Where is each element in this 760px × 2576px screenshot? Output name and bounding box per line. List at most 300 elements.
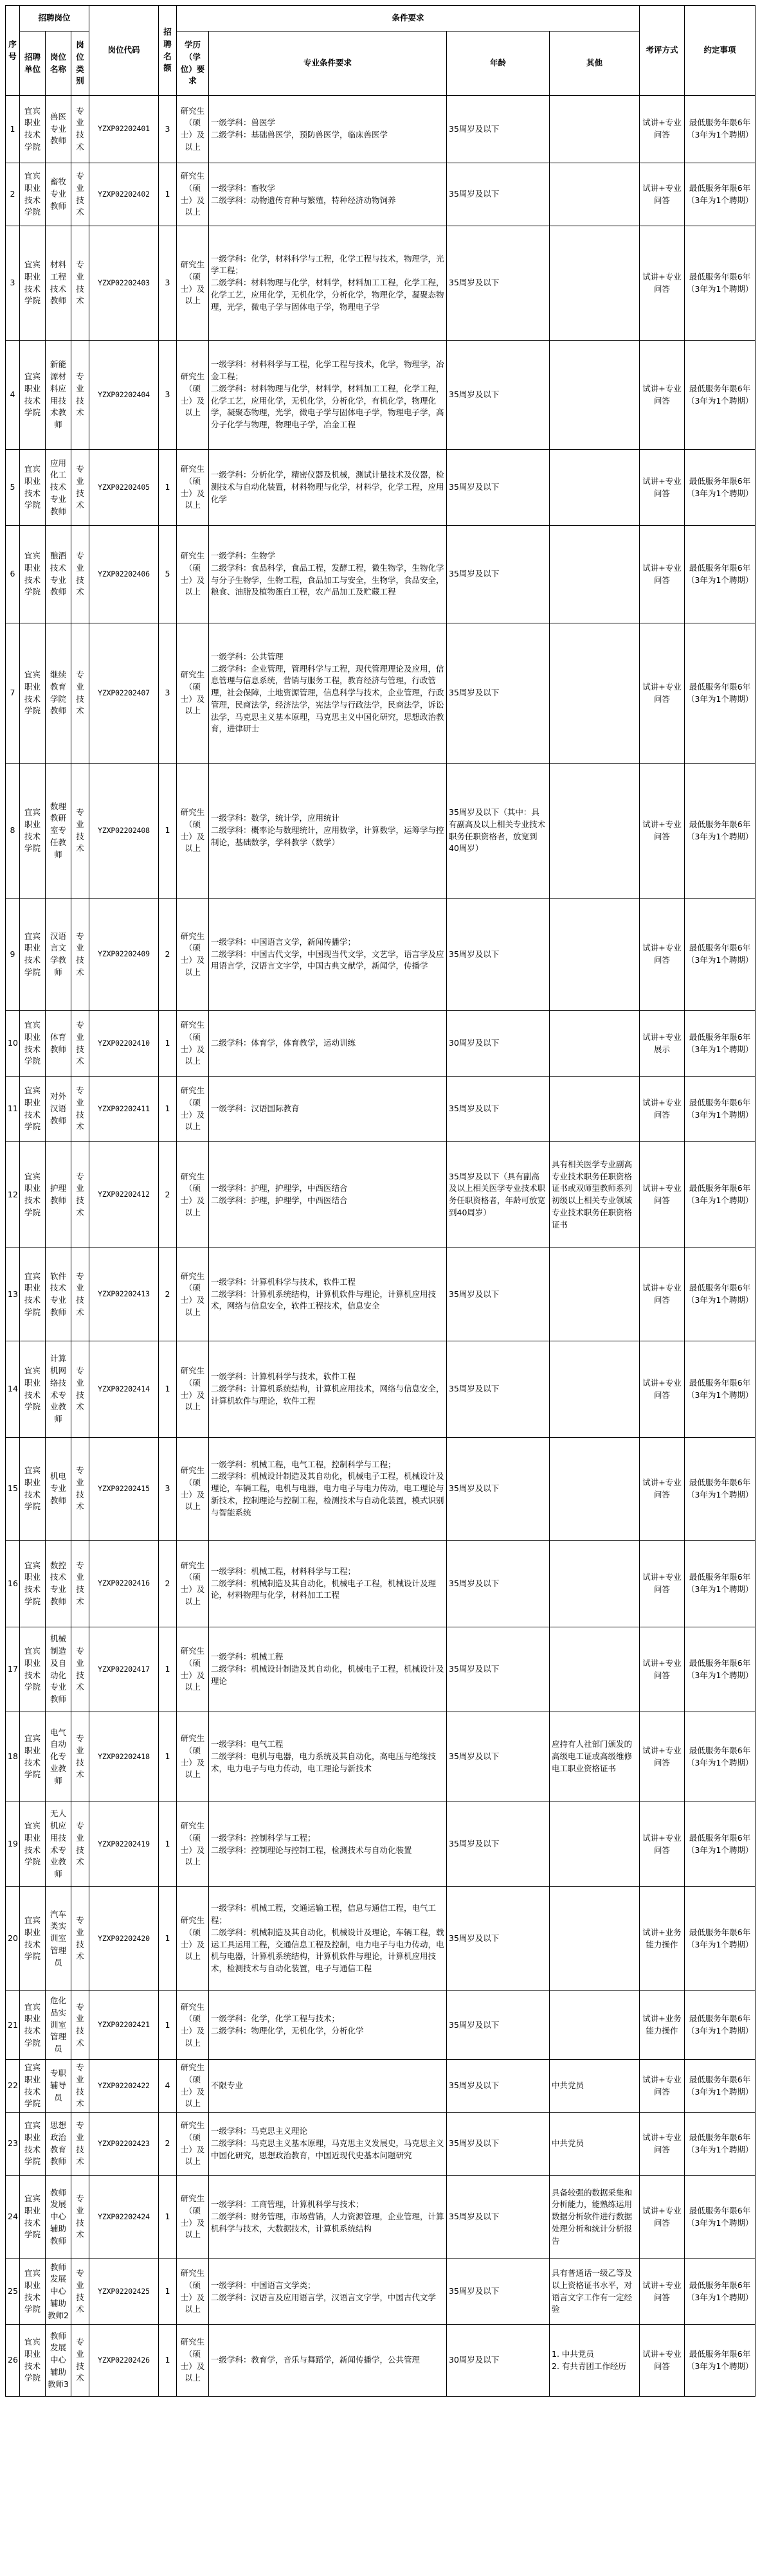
count-cell: 1	[159, 2176, 177, 2259]
agreement-cell: 最低服务年限6年（3年为1个聘期）	[685, 2060, 755, 2113]
post-name-cell: 无人机应用技术专业教师	[46, 1802, 71, 1887]
seq-cell: 18	[6, 1712, 20, 1802]
agreement-cell: 最低服务年限6年（3年为1个聘期）	[685, 899, 755, 1011]
education-cell: 研究生（硕士）及以上	[177, 1142, 209, 1248]
seq-cell: 7	[6, 623, 20, 764]
age-cell: 35周岁及以下	[447, 1712, 550, 1802]
major-cell: 一级学科：中国语言文学，新闻传播学； 二级学科：中国古代文学，中国现当代文学，文艺学，语言学及应用语言学，汉语言文字学，中国古典文献学，新闻学，传播学	[209, 899, 447, 1011]
table-row	[6, 163, 755, 226]
other-cell	[550, 1248, 640, 1341]
exam-cell: 试讲+专业问答	[640, 2259, 685, 2325]
agreement-cell: 最低服务年限6年（3年为1个聘期）	[685, 1802, 755, 1887]
age-cell: 35周岁及以下	[447, 2113, 550, 2176]
header-other: 其他	[550, 31, 640, 96]
education-cell: 研究生（硕士）及以上	[177, 2259, 209, 2325]
agreement-cell: 最低服务年限6年（3年为1个聘期）	[685, 226, 755, 341]
exam-cell: 试讲+专业问答	[640, 450, 685, 526]
seq-cell: 25	[6, 2259, 20, 2325]
agreement-cell: 最低服务年限6年（3年为1个聘期）	[685, 2113, 755, 2176]
employer-cell: 宜宾职业技术学院	[20, 1887, 46, 1991]
employer-cell: 宜宾职业技术学院	[20, 623, 46, 764]
count-cell: 1	[159, 1011, 177, 1077]
recruitment-table	[5, 5, 755, 2397]
exam-cell: 试讲+专业问答	[640, 1712, 685, 1802]
other-cell: 应持有人社部门颁发的高级电工证或高级维修电工职业资格证书	[550, 1712, 640, 1802]
seq-cell: 20	[6, 1887, 20, 1991]
employer-cell: 宜宾职业技术学院	[20, 2060, 46, 2113]
other-cell	[550, 1991, 640, 2060]
post-code-cell: YZXP02202417	[89, 1627, 159, 1712]
post-name-cell: 数控技术专业教师	[46, 1541, 71, 1627]
major-cell: 一级学科：畜牧学 二级学科：动物遗传育种与繁殖，特种经济动物饲养	[209, 163, 447, 226]
seq-cell: 21	[6, 1991, 20, 2060]
major-cell: 一级学科：生物学 二级学科：食品科学，食品工程，发酵工程，微生物学，生物化学与分子生物学，生物工程，食品加工与安全，生物学，食品安全，粮食、油脂及植物蛋白工程，农产品加工及贮藏工程	[209, 526, 447, 623]
major-cell: 一级学科：控制科学与工程； 二级学科：控制理论与控制工程，检测技术与自动化装置	[209, 1802, 447, 1887]
age-cell: 35周岁及以下	[447, 341, 550, 450]
table-row	[6, 1802, 755, 1887]
exam-cell: 试讲+专业问答	[640, 341, 685, 450]
post-name-cell: 应用化工技术专业教师	[46, 450, 71, 526]
seq-cell: 14	[6, 1341, 20, 1438]
employer-cell: 宜宾职业技术学院	[20, 1011, 46, 1077]
post-name-cell: 机电专业教师	[46, 1438, 71, 1541]
other-cell: 具有普通话一级乙等及以上资格证书水平，对语言文字工作有一定经验	[550, 2259, 640, 2325]
education-cell: 研究生（硕士）及以上	[177, 1627, 209, 1712]
seq-cell: 2	[6, 163, 20, 226]
post-name-cell: 思想政治教育教师	[46, 2113, 71, 2176]
age-cell: 35周岁及以下	[447, 1887, 550, 1991]
post-name-cell: 继续教育学院教师	[46, 623, 71, 764]
major-cell: 一级学科：护理，护理学，中西医结合 二级学科：护理，护理学，中西医结合	[209, 1142, 447, 1248]
post-name-cell: 畜牧专业教师	[46, 163, 71, 226]
post-type-cell: 专业技术	[71, 764, 89, 899]
exam-cell: 试讲+专业问答	[640, 623, 685, 764]
age-cell: 35周岁及以下	[447, 226, 550, 341]
exam-cell: 试讲+专业问答	[640, 2176, 685, 2259]
age-cell: 35周岁及以下	[447, 1438, 550, 1541]
age-cell: 35周岁及以下	[447, 623, 550, 764]
count-cell: 1	[159, 163, 177, 226]
major-cell: 一级学科：化学，材料科学与工程，化学工程与技术，物理学，光学工程； 二级学科：材料物理与化学，材料学，材料加工工程，化学工程，化学工艺，应用化学，无机化学，分析化学，物理化学，凝聚态物理，光学，微电子学与固体电子学，物理电子学	[209, 226, 447, 341]
post-type-cell: 专业技术	[71, 1991, 89, 2060]
post-type-cell: 专业技术	[71, 2325, 89, 2397]
education-cell: 研究生（硕士）及以上	[177, 1991, 209, 2060]
other-cell	[550, 1627, 640, 1712]
age-cell: 35周岁及以下（其中：具有副高及以上相关专业技术职务任职资格者，放宽到40周岁）	[447, 764, 550, 899]
major-cell: 一级学科：材料科学与工程，化学工程与技术，化学，物理学，冶金工程； 二级学科：材料物理与化学，材料学，材料加工工程，化学工程，化学工艺，应用化学，无机化学，分析化学，有机化学，物理化学，凝聚态物理，光学，微电子学与固体电子学，物理电子学，高分子化学与物理，物理电子学，冶金工程	[209, 341, 447, 450]
education-cell: 研究生（硕士）及以上	[177, 1077, 209, 1142]
table-row	[6, 1712, 755, 1802]
age-cell: 35周岁及以下	[447, 1627, 550, 1712]
count-cell: 1	[159, 1341, 177, 1438]
exam-cell: 试讲+专业问答	[640, 1142, 685, 1248]
header-post-code: 岗位代码	[89, 6, 159, 96]
post-name-cell: 计算机网络技术专业教师	[46, 1341, 71, 1438]
post-type-cell: 专业技术	[71, 2259, 89, 2325]
agreement-cell: 最低服务年限6年（3年为1个聘期）	[685, 1991, 755, 2060]
exam-cell: 试讲+专业问答	[640, 1541, 685, 1627]
agreement-cell: 最低服务年限6年（3年为1个聘期）	[685, 341, 755, 450]
count-cell: 1	[159, 1991, 177, 2060]
post-code-cell: YZXP02202422	[89, 2060, 159, 2113]
post-type-cell: 专业技术	[71, 526, 89, 623]
major-cell: 一级学科：汉语国际教育	[209, 1077, 447, 1142]
post-type-cell: 专业技术	[71, 1887, 89, 1991]
education-cell: 研究生（硕士）及以上	[177, 1541, 209, 1627]
employer-cell: 宜宾职业技术学院	[20, 1627, 46, 1712]
age-cell: 35周岁及以下	[447, 1991, 550, 2060]
table-row	[6, 526, 755, 623]
exam-cell: 试讲+专业展示	[640, 1011, 685, 1077]
post-code-cell: YZXP02202409	[89, 899, 159, 1011]
post-type-cell: 专业技术	[71, 1541, 89, 1627]
post-name-cell: 护理教师	[46, 1142, 71, 1248]
major-cell: 一级学科：马克思主义理论 二级学科：马克思主义基本原理，马克思主义发展史，马克思主义中国化研究，思想政治教育，中国近现代史基本问题研究	[209, 2113, 447, 2176]
count-cell: 1	[159, 2259, 177, 2325]
post-code-cell: YZXP02202408	[89, 764, 159, 899]
post-type-cell: 专业技术	[71, 623, 89, 764]
seq-cell: 10	[6, 1011, 20, 1077]
agreement-cell: 最低服务年限6年（3年为1个聘期）	[685, 1541, 755, 1627]
post-code-cell: YZXP02202414	[89, 1341, 159, 1438]
exam-cell: 试讲+专业问答	[640, 1077, 685, 1142]
post-name-cell: 教师发展中心辅助教师2	[46, 2259, 71, 2325]
seq-cell: 3	[6, 226, 20, 341]
post-type-cell: 专业技术	[71, 2113, 89, 2176]
post-type-cell: 专业技术	[71, 450, 89, 526]
post-name-cell: 汉语言文学教师	[46, 899, 71, 1011]
count-cell: 2	[159, 1142, 177, 1248]
post-name-cell: 兽医专业教师	[46, 96, 71, 163]
other-cell	[550, 226, 640, 341]
post-code-cell: YZXP02202416	[89, 1541, 159, 1627]
exam-cell: 试讲+专业问答	[640, 526, 685, 623]
seq-cell: 11	[6, 1077, 20, 1142]
education-cell: 研究生（硕士）及以上	[177, 2113, 209, 2176]
education-cell: 研究生（硕士）及以上	[177, 450, 209, 526]
table-row	[6, 226, 755, 341]
major-cell: 一级学科：数学，统计学，应用统计 二级学科：概率论与数理统计，应用数学，计算数学，运筹学与控制论，基础数学，学科教学（数学）	[209, 764, 447, 899]
post-code-cell: YZXP02202407	[89, 623, 159, 764]
other-cell	[550, 1541, 640, 1627]
header-group-requirements: 条件要求	[177, 6, 640, 31]
header-post-type: 岗位类别	[71, 31, 89, 96]
other-cell	[550, 899, 640, 1011]
post-code-cell: YZXP02202401	[89, 96, 159, 163]
agreement-cell: 最低服务年限6年（3年为1个聘期）	[685, 1887, 755, 1991]
major-cell: 二级学科：体育学，体育教学，运动训练	[209, 1011, 447, 1077]
age-cell: 35周岁及以下（具有副高及以上相关医学专业技术职务任职资格者，年龄可放宽到40周岁）	[447, 1142, 550, 1248]
count-cell: 3	[159, 623, 177, 764]
table-row	[6, 2113, 755, 2176]
agreement-cell: 最低服务年限6年（3年为1个聘期）	[685, 2176, 755, 2259]
header-employer: 招聘单位	[20, 31, 46, 96]
count-cell: 3	[159, 341, 177, 450]
other-cell: 中共党员	[550, 2113, 640, 2176]
other-cell: 1. 中共党员 2. 有共青团工作经历	[550, 2325, 640, 2397]
agreement-cell: 最低服务年限6年（3年为1个聘期）	[685, 1077, 755, 1142]
seq-cell: 5	[6, 450, 20, 526]
other-cell	[550, 1077, 640, 1142]
employer-cell: 宜宾职业技术学院	[20, 526, 46, 623]
table-row	[6, 764, 755, 899]
employer-cell: 宜宾职业技术学院	[20, 1991, 46, 2060]
employer-cell: 宜宾职业技术学院	[20, 764, 46, 899]
seq-cell: 6	[6, 526, 20, 623]
employer-cell: 宜宾职业技术学院	[20, 163, 46, 226]
employer-cell: 宜宾职业技术学院	[20, 1712, 46, 1802]
post-type-cell: 专业技术	[71, 163, 89, 226]
other-cell	[550, 1438, 640, 1541]
post-type-cell: 专业技术	[71, 1077, 89, 1142]
other-cell: 具有相关医学专业副高专业技术职务任职资格证书或双师型教师系列初级以上相关专业领域专业技术职务任职资格证书	[550, 1142, 640, 1248]
agreement-cell: 最低服务年限6年（3年为1个聘期）	[685, 1341, 755, 1438]
other-cell	[550, 526, 640, 623]
major-cell: 一级学科：分析化学，精密仪器及机械，测试计量技术及仪器，检测技术与自动化装置，材料物理与化学，材料学，化学工程，应用化学	[209, 450, 447, 526]
seq-cell: 22	[6, 2060, 20, 2113]
seq-cell: 8	[6, 764, 20, 899]
count-cell: 2	[159, 2113, 177, 2176]
exam-cell: 试讲+业务能力操作	[640, 1887, 685, 1991]
seq-cell: 13	[6, 1248, 20, 1341]
header-post-name: 岗位名称	[46, 31, 71, 96]
exam-cell: 试讲+专业问答	[640, 1248, 685, 1341]
employer-cell: 宜宾职业技术学院	[20, 2325, 46, 2397]
count-cell: 3	[159, 96, 177, 163]
education-cell: 研究生（硕士）及以上	[177, 96, 209, 163]
count-cell: 1	[159, 764, 177, 899]
age-cell: 35周岁及以下	[447, 163, 550, 226]
major-cell: 一级学科：机械工程，电气工程，控制科学与工程； 二级学科：机械设计制造及其自动化，机械电子工程，机械设计及理论，车辆工程，电机与电器，电力电子与电力传动，电工理论与新技术，控制理论与控制工程，检测技术与自动化装置，模式识别与智能系统	[209, 1438, 447, 1541]
header-agreement: 约定事项	[685, 6, 755, 96]
header-major: 专业条件要求	[209, 31, 447, 96]
other-cell	[550, 1011, 640, 1077]
exam-cell: 试讲+业务能力操作	[640, 1991, 685, 2060]
post-code-cell: YZXP02202410	[89, 1011, 159, 1077]
other-cell	[550, 1802, 640, 1887]
count-cell: 1	[159, 1712, 177, 1802]
major-cell: 不限专业	[209, 2060, 447, 2113]
post-code-cell: YZXP02202423	[89, 2113, 159, 2176]
count-cell: 3	[159, 1438, 177, 1541]
post-code-cell: YZXP02202419	[89, 1802, 159, 1887]
count-cell: 3	[159, 226, 177, 341]
major-cell: 一级学科：工商管理，计算机科学与技术； 二级学科：财务管理，市场营销，人力资源管理，企业管理，计算机科学与技术，大数据技术，计算机系统结构	[209, 2176, 447, 2259]
post-code-cell: YZXP02202402	[89, 163, 159, 226]
agreement-cell: 最低服务年限6年（3年为1个聘期）	[685, 163, 755, 226]
agreement-cell: 最低服务年限6年（3年为1个聘期）	[685, 623, 755, 764]
major-cell: 一级学科：机械工程 二级学科：机械设计制造及其自动化，机械电子工程，机械设计及理论	[209, 1627, 447, 1712]
post-name-cell: 专职辅导员	[46, 2060, 71, 2113]
age-cell: 35周岁及以下	[447, 526, 550, 623]
major-cell: 一级学科：中国语言文学类； 二级学科：汉语言及应用语言学，汉语言文字学，中国古代文学	[209, 2259, 447, 2325]
other-cell	[550, 764, 640, 899]
post-code-cell: YZXP02202405	[89, 450, 159, 526]
table-row	[6, 96, 755, 163]
exam-cell: 试讲+专业问答	[640, 2060, 685, 2113]
table-row	[6, 1887, 755, 1991]
post-type-cell: 专业技术	[71, 2060, 89, 2113]
major-cell: 一级学科：计算机科学与技术，软件工程 二级学科：计算机系统结构，计算机软件与理论，计算机应用技术，网络与信息安全，软件工程技术，信息安全	[209, 1248, 447, 1341]
post-name-cell: 危化品实训室管理员	[46, 1991, 71, 2060]
major-cell: 一级学科：机械工程，交通运输工程，信息与通信工程，电气工程； 二级学科：机械制造及其自动化，机械设计及理论，车辆工程，载运工具运用工程，交通信息工程及控制，电力电子与电力传动，电机与电器，计算机系统结构，计算机软件与理论，计算机应用技术，检测技术与自动化装置，电子与通信工程	[209, 1887, 447, 1991]
post-name-cell: 机械制造及自动化专业教师	[46, 1627, 71, 1712]
seq-cell: 23	[6, 2113, 20, 2176]
seq-cell: 15	[6, 1438, 20, 1541]
employer-cell: 宜宾职业技术学院	[20, 899, 46, 1011]
age-cell: 35周岁及以下	[447, 450, 550, 526]
table-row	[6, 450, 755, 526]
agreement-cell: 最低服务年限6年（3年为1个聘期）	[685, 1438, 755, 1541]
post-code-cell: YZXP02202415	[89, 1438, 159, 1541]
post-code-cell: YZXP02202413	[89, 1248, 159, 1341]
age-cell: 35周岁及以下	[447, 2060, 550, 2113]
header-education: 学历（学位）要求	[177, 31, 209, 96]
post-name-cell: 新能源材料应用技术教师	[46, 341, 71, 450]
exam-cell: 试讲+专业问答	[640, 1627, 685, 1712]
education-cell: 研究生（硕士）及以上	[177, 226, 209, 341]
count-cell: 1	[159, 1077, 177, 1142]
table-row	[6, 1077, 755, 1142]
education-cell: 研究生（硕士）及以上	[177, 2060, 209, 2113]
employer-cell: 宜宾职业技术学院	[20, 1438, 46, 1541]
post-name-cell: 材料工程技术教师	[46, 226, 71, 341]
exam-cell: 试讲+专业问答	[640, 2113, 685, 2176]
table-row	[6, 1142, 755, 1248]
post-code-cell: YZXP02202421	[89, 1991, 159, 2060]
other-cell	[550, 341, 640, 450]
exam-cell: 试讲+专业问答	[640, 1802, 685, 1887]
major-cell: 一级学科：电气工程 二级学科：电机与电器，电力系统及其自动化，高电压与绝缘技术，电力电子与电力传动，电工理论与新技术	[209, 1712, 447, 1802]
education-cell: 研究生（硕士）及以上	[177, 1887, 209, 1991]
education-cell: 研究生（硕士）及以上	[177, 1802, 209, 1887]
age-cell: 35周岁及以下	[447, 2259, 550, 2325]
seq-cell: 1	[6, 96, 20, 163]
count-cell: 1	[159, 1627, 177, 1712]
age-cell: 35周岁及以下	[447, 899, 550, 1011]
post-type-cell: 专业技术	[71, 2176, 89, 2259]
post-type-cell: 专业技术	[71, 1142, 89, 1248]
header-age: 年龄	[447, 31, 550, 96]
major-cell: 一级学科：兽医学 二级学科：基础兽医学，预防兽医学，临床兽医学	[209, 96, 447, 163]
employer-cell: 宜宾职业技术学院	[20, 2113, 46, 2176]
table-row	[6, 1011, 755, 1077]
age-cell: 35周岁及以下	[447, 1802, 550, 1887]
table-row	[6, 623, 755, 764]
post-type-cell: 专业技术	[71, 96, 89, 163]
post-type-cell: 专业技术	[71, 1802, 89, 1887]
count-cell: 2	[159, 1248, 177, 1341]
post-type-cell: 专业技术	[71, 341, 89, 450]
count-cell: 2	[159, 899, 177, 1011]
table-row	[6, 1248, 755, 1341]
age-cell: 35周岁及以下	[447, 1341, 550, 1438]
table-row	[6, 1341, 755, 1438]
table-row	[6, 1627, 755, 1712]
count-cell: 2	[159, 1541, 177, 1627]
education-cell: 研究生（硕士）及以上	[177, 1011, 209, 1077]
employer-cell: 宜宾职业技术学院	[20, 1248, 46, 1341]
count-cell: 1	[159, 1802, 177, 1887]
count-cell: 1	[159, 1887, 177, 1991]
post-name-cell: 教师发展中心辅助教师	[46, 2176, 71, 2259]
table-row	[6, 1991, 755, 2060]
table-row	[6, 341, 755, 450]
employer-cell: 宜宾职业技术学院	[20, 1541, 46, 1627]
age-cell: 35周岁及以下	[447, 1248, 550, 1341]
post-type-cell: 专业技术	[71, 1341, 89, 1438]
age-cell: 30周岁及以下	[447, 2325, 550, 2397]
education-cell: 研究生（硕士）及以上	[177, 1341, 209, 1438]
exam-cell: 试讲+专业问答	[640, 226, 685, 341]
exam-cell: 试讲+专业问答	[640, 163, 685, 226]
post-name-cell: 汽车类实训室管理员	[46, 1887, 71, 1991]
other-cell	[550, 96, 640, 163]
employer-cell: 宜宾职业技术学院	[20, 1341, 46, 1438]
major-cell: 一级学科：化学，化学工程与技术； 二级学科：物理化学，无机化学，分析化学	[209, 1991, 447, 2060]
education-cell: 研究生（硕士）及以上	[177, 163, 209, 226]
post-type-cell: 专业技术	[71, 1712, 89, 1802]
agreement-cell: 最低服务年限6年（3年为1个聘期）	[685, 2325, 755, 2397]
post-code-cell: YZXP02202426	[89, 2325, 159, 2397]
other-cell: 中共党员	[550, 2060, 640, 2113]
other-cell	[550, 1887, 640, 1991]
count-cell: 1	[159, 2325, 177, 2397]
post-code-cell: YZXP02202404	[89, 341, 159, 450]
post-code-cell: YZXP02202425	[89, 2259, 159, 2325]
exam-cell: 试讲+专业问答	[640, 899, 685, 1011]
post-name-cell: 体育教师	[46, 1011, 71, 1077]
exam-cell: 试讲+专业问答	[640, 2325, 685, 2397]
post-name-cell: 酿酒技术专业教师	[46, 526, 71, 623]
education-cell: 研究生（硕士）及以上	[177, 2325, 209, 2397]
seq-cell: 17	[6, 1627, 20, 1712]
table-row	[6, 1438, 755, 1541]
table-row	[6, 1541, 755, 1627]
employer-cell: 宜宾职业技术学院	[20, 96, 46, 163]
post-type-cell: 专业技术	[71, 899, 89, 1011]
post-code-cell: YZXP02202412	[89, 1142, 159, 1248]
post-name-cell: 电气自动化专业教师	[46, 1712, 71, 1802]
post-type-cell: 专业技术	[71, 1438, 89, 1541]
post-type-cell: 专业技术	[71, 226, 89, 341]
post-name-cell: 对外汉语教师	[46, 1077, 71, 1142]
seq-cell: 12	[6, 1142, 20, 1248]
education-cell: 研究生（硕士）及以上	[177, 1712, 209, 1802]
table-row	[6, 899, 755, 1011]
employer-cell: 宜宾职业技术学院	[20, 226, 46, 341]
table-row	[6, 2176, 755, 2259]
other-cell	[550, 450, 640, 526]
education-cell: 研究生（硕士）及以上	[177, 764, 209, 899]
header-count: 招聘名额	[159, 6, 177, 96]
post-code-cell: YZXP02202411	[89, 1077, 159, 1142]
table-header	[6, 6, 755, 96]
education-cell: 研究生（硕士）及以上	[177, 341, 209, 450]
seq-cell: 4	[6, 341, 20, 450]
employer-cell: 宜宾职业技术学院	[20, 1142, 46, 1248]
employer-cell: 宜宾职业技术学院	[20, 1077, 46, 1142]
post-type-cell: 专业技术	[71, 1248, 89, 1341]
age-cell: 35周岁及以下	[447, 1541, 550, 1627]
major-cell: 一级学科：机械工程，材料科学与工程； 二级学科：机械制造及其自动化，机械电子工程，机械设计及理论，材料物理与化学，材料加工工程	[209, 1541, 447, 1627]
seq-cell: 16	[6, 1541, 20, 1627]
education-cell: 研究生（硕士）及以上	[177, 623, 209, 764]
count-cell: 1	[159, 450, 177, 526]
agreement-cell: 最低服务年限6年（3年为1个聘期）	[685, 526, 755, 623]
agreement-cell: 最低服务年限6年（3年为1个聘期）	[685, 1627, 755, 1712]
agreement-cell: 最低服务年限6年（3年为1个聘期）	[685, 764, 755, 899]
